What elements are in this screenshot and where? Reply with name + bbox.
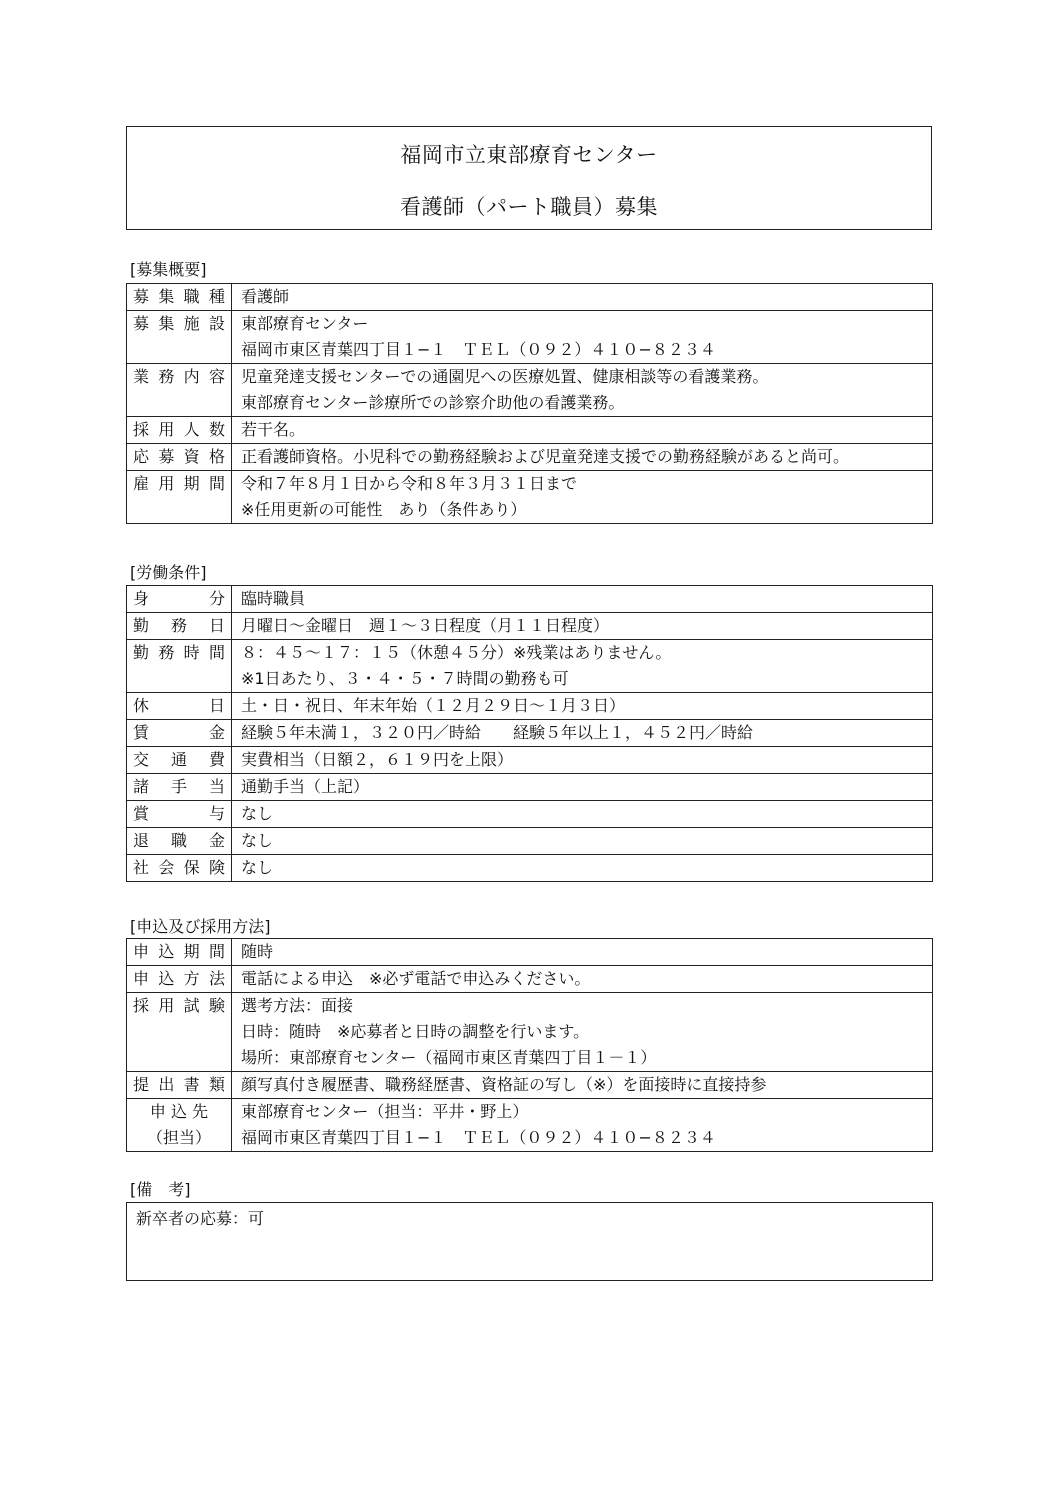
row-value-line: なし [241, 858, 274, 877]
table-row [127, 720, 933, 747]
row-value-line: 電話による申込 ※必ず電話で申込みください。 [241, 969, 591, 988]
row-label-text: 申込期間 [133, 942, 225, 961]
row-value-line: ※任用更新の可能性 あり（条件あり） [241, 500, 527, 519]
table-row [127, 939, 933, 966]
conditions-heading: [労働条件] [130, 563, 207, 582]
overview-table [126, 283, 933, 524]
table-row [127, 613, 933, 640]
row-label [127, 640, 232, 693]
table-row [127, 1072, 933, 1099]
row-value-line: 東部療育センター（担当：平井・野上） [241, 1102, 529, 1121]
table-row [127, 1099, 933, 1152]
row-label-text: 雇用期間 [133, 474, 225, 493]
row-value [232, 693, 933, 720]
row-label-text: 勤 務 日 [133, 616, 225, 635]
row-value-line: なし [241, 804, 274, 823]
row-label [127, 855, 232, 882]
row-label-text: 退 職 金 [133, 831, 225, 850]
table-row [127, 801, 933, 828]
row-value-line: 随時 [241, 942, 274, 961]
row-value [232, 828, 933, 855]
row-value-line: 日時：随時 ※応募者と日時の調整を行います。 [241, 1022, 590, 1041]
remarks-box [126, 1202, 933, 1281]
row-value-line: 令和７年８月１日から令和８年３月３１日まで [241, 474, 578, 493]
row-label [127, 747, 232, 774]
row-value [232, 720, 933, 747]
row-label [127, 444, 232, 471]
row-value [232, 311, 933, 364]
row-label [127, 720, 232, 747]
row-label-text: 休 日 [133, 696, 225, 715]
row-label [127, 311, 232, 364]
row-value-line: 選考方法：面接 [241, 996, 354, 1015]
row-value [232, 417, 933, 444]
position-title: 看護師（パート職員）募集 [400, 195, 658, 219]
table-row [127, 471, 933, 524]
row-value [232, 1072, 933, 1099]
row-label [127, 613, 232, 640]
row-value-line: 東部療育センター [241, 314, 369, 333]
row-label-text: 採用試験 [133, 996, 225, 1015]
row-value [232, 640, 933, 693]
table-row [127, 444, 933, 471]
row-value [232, 939, 933, 966]
row-value-line: 福岡市東区青葉四丁目１−１ ＴＥＬ（０９２）４１０−８２３４ [241, 1128, 716, 1147]
row-value-line: 顔写真付き履歴書、職務経歴書、資格証の写し（※）を面接時に直接持参 [241, 1075, 767, 1094]
row-value [232, 284, 933, 311]
row-label-text: 募集職種 [133, 287, 225, 306]
row-label [127, 586, 232, 613]
row-value-line: 月曜日～金曜日 週１～３日程度（月１１日程度） [241, 616, 610, 635]
row-label-text: 提出書類 [133, 1075, 225, 1094]
row-value-line: 正看護師資格。小児科での勤務経験および児童発達支援での勤務経験があると尚可。 [241, 447, 850, 466]
row-label-text: 勤務時間 [133, 643, 225, 662]
application-table [126, 938, 933, 1152]
row-label [127, 1099, 232, 1152]
row-label-text: 身 分 [133, 589, 225, 608]
row-value [232, 801, 933, 828]
row-value-line: 通勤手当（上記） [241, 777, 370, 796]
row-value-line: 福岡市東区青葉四丁目１−１ ＴＥＬ（０９２）４１０−８２３４ [241, 340, 716, 359]
row-value [232, 613, 933, 640]
row-label [127, 993, 232, 1072]
row-value-line: ※1日あたり、３・４・５・７時間の勤務も可 [241, 669, 569, 688]
row-label [127, 284, 232, 311]
row-label [127, 966, 232, 993]
row-value [232, 1099, 933, 1152]
table-row [127, 966, 933, 993]
row-label [127, 939, 232, 966]
row-value-line: ８：４５～１７：１５（休憩４５分）※残業はありません。 [241, 643, 672, 662]
title-box [126, 126, 932, 230]
table-row [127, 855, 933, 882]
row-value-line: 東部療育センター診療所での診察介助他の看護業務。 [241, 393, 625, 412]
row-value-line: 経験５年未満１，３２０円／時給 経験５年以上１，４５２円／時給 [241, 723, 754, 742]
row-value [232, 471, 933, 524]
row-value [232, 586, 933, 613]
row-label [127, 801, 232, 828]
row-label [127, 828, 232, 855]
row-label-text: 申 込 先 [149, 1102, 209, 1121]
row-value [232, 774, 933, 801]
row-value-line: 土・日・祝日、年末年始（１２月２９日～１月３日） [241, 696, 626, 715]
row-label-text: 応募資格 [133, 447, 225, 466]
remarks-heading: [備 考] [130, 1180, 191, 1199]
row-value [232, 444, 933, 471]
row-label [127, 364, 232, 417]
application-heading: [申込及び採用方法] [130, 917, 271, 936]
remarks-text: 新卒者の応募：可 [136, 1209, 265, 1228]
row-value-line: 看護師 [241, 287, 290, 306]
table-row [127, 693, 933, 720]
facility-title: 福岡市立東部療育センター [400, 143, 658, 167]
row-value [232, 364, 933, 417]
row-label-text: 業務内容 [133, 367, 225, 386]
row-label [127, 774, 232, 801]
table-row [127, 640, 933, 693]
table-row [127, 311, 933, 364]
row-value [232, 993, 933, 1072]
table-row [127, 417, 933, 444]
table-row [127, 828, 933, 855]
table-row [127, 774, 933, 801]
conditions-table [126, 585, 933, 882]
row-label-text: 社会保険 [133, 858, 225, 877]
row-label [127, 693, 232, 720]
row-label [127, 417, 232, 444]
row-label-text: 諸 手 当 [133, 777, 225, 796]
row-label-text: 申込方法 [133, 969, 225, 988]
row-value-line: 児童発達支援センターでの通園児への医療処置、健康相談等の看護業務。 [241, 367, 769, 386]
table-row [127, 586, 933, 613]
row-value [232, 855, 933, 882]
row-value-line: なし [241, 831, 274, 850]
row-value-line: 若干名。 [241, 420, 306, 439]
row-value [232, 966, 933, 993]
row-label-text: 交 通 費 [133, 750, 225, 769]
table-row [127, 284, 933, 311]
row-label-text: 賞 与 [133, 804, 225, 823]
row-label-text: 採用人数 [133, 420, 225, 439]
table-row [127, 364, 933, 417]
row-value-line: 臨時職員 [241, 589, 306, 608]
row-value-line: 場所：東部療育センター（福岡市東区青葉四丁目１－１） [241, 1048, 657, 1067]
row-value [232, 747, 933, 774]
table-row [127, 993, 933, 1072]
row-label-text: 募集施設 [133, 314, 225, 333]
row-label-text: （担当） [146, 1128, 211, 1147]
overview-heading: [募集概要] [130, 260, 207, 279]
row-label [127, 1072, 232, 1099]
table-row [127, 747, 933, 774]
row-value-line: 実費相当（日額２，６１９円を上限） [241, 750, 514, 769]
row-label-text: 賃 金 [133, 723, 225, 742]
row-label [127, 471, 232, 524]
